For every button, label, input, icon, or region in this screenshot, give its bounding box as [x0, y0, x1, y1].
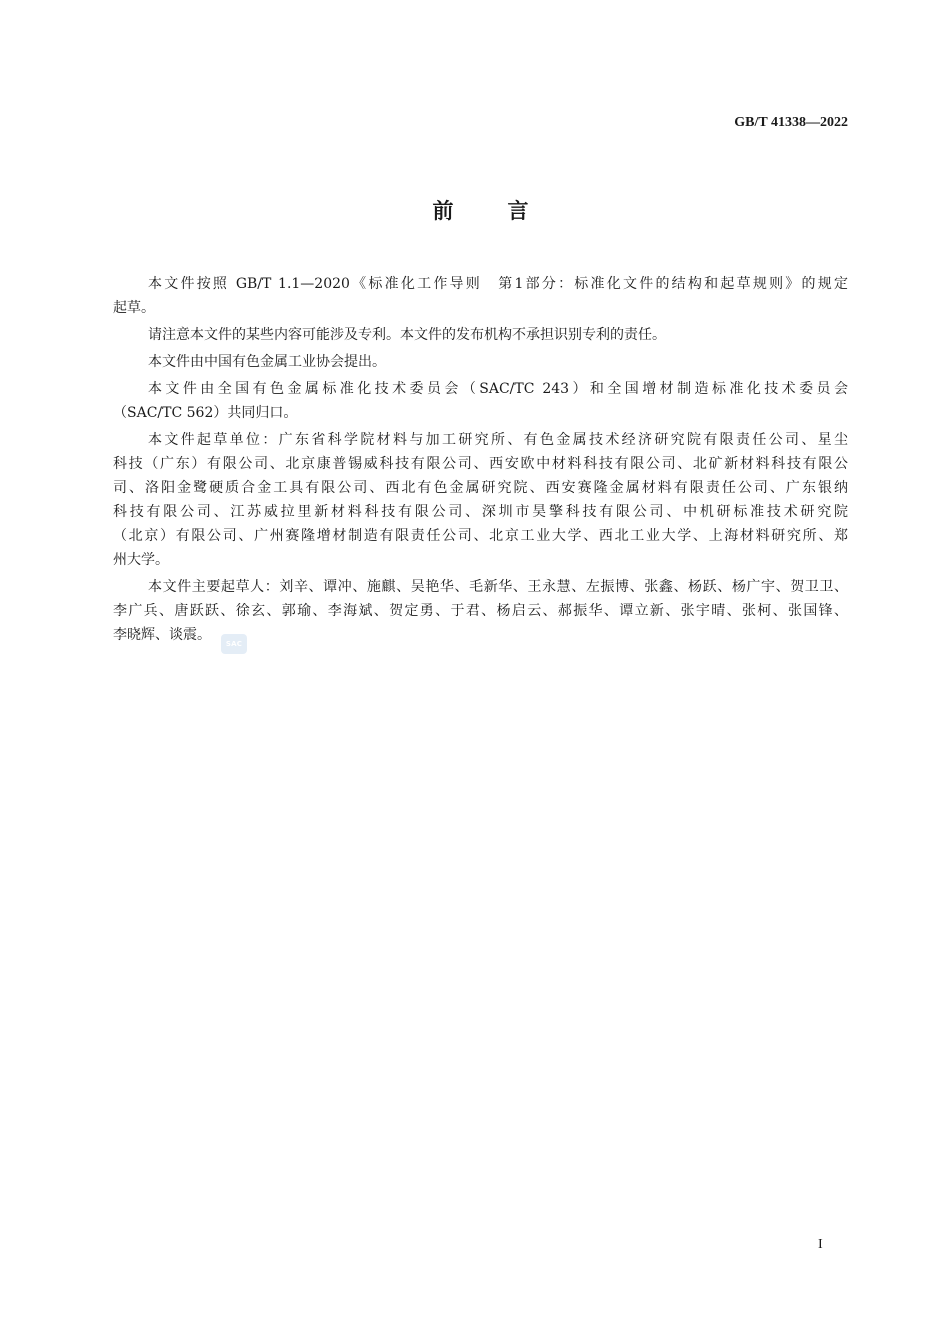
text-line: 科技（广东）有限公司、北京康普锡威科技有限公司、西安欧中材料科技有限公司、北矿新材料科技有限公	[113, 456, 848, 472]
text-line: 本文件由中国有色金属工业协会提出。	[148, 354, 386, 370]
paragraph-drafting-rules	[113, 272, 848, 320]
text-line: （北京）有限公司、广州赛隆增材制造有限责任公司、北京工业大学、西北工业大学、上海材料研究所、郑	[113, 528, 848, 544]
text-line: 本文件主要起草人：刘辛、谭冲、施麒、吴艳华、毛新华、王永慧、左振博、张鑫、杨跃、杨广宇、贺卫卫、	[148, 579, 848, 595]
text-line: 本文件由全国有色金属标准化技术委员会（SAC/TC 243）和全国增材制造标准化技术委员会	[148, 381, 848, 397]
sac-watermark-logo: SAC	[221, 634, 247, 654]
text-line: 本文件按照 GB/T 1.1—2020《标准化工作导则 第1部分：标准化文件的结构和起草规则》的规定	[148, 276, 848, 292]
text-line: 州大学。	[113, 552, 169, 568]
paragraph-technical-committee	[113, 377, 848, 425]
text-line: 科技有限公司、江苏威拉里新材料科技有限公司、深圳市昊擎科技有限公司、中机研标准技术研究院	[113, 504, 848, 520]
text-line: 李晓辉、谈震。	[113, 627, 211, 643]
text-line: 起草。	[113, 300, 155, 316]
paragraph-proposer	[113, 350, 848, 374]
text-line: 李广兵、唐跃跃、徐玄、郭瑜、李海斌、贺定勇、于君、杨启云、郝振华、谭立新、张宇晴、张柯、张国锋、	[113, 603, 848, 619]
text-line: （SAC/TC 562）共同归口。	[113, 405, 298, 421]
paragraph-drafting-organizations	[113, 428, 848, 572]
standard-number: GB/T 41338—2022	[734, 115, 848, 130]
page-number: I	[818, 1237, 823, 1252]
text-line: 本文件起草单位：广东省科学院材料与加工研究所、有色金属技术经济研究院有限责任公司、星尘	[148, 432, 848, 448]
text-line: 司、洛阳金鹭硬质合金工具有限公司、西北有色金属研究院、西安赛隆金属材料有限责任公司、广东银纳	[113, 480, 848, 496]
paragraph-patent-notice	[113, 323, 848, 347]
page-title: 前言	[432, 199, 583, 223]
foreword-body	[113, 272, 848, 647]
text-line: 请注意本文件的某些内容可能涉及专利。本文件的发布机构不承担识别专利的责任。	[148, 327, 666, 343]
